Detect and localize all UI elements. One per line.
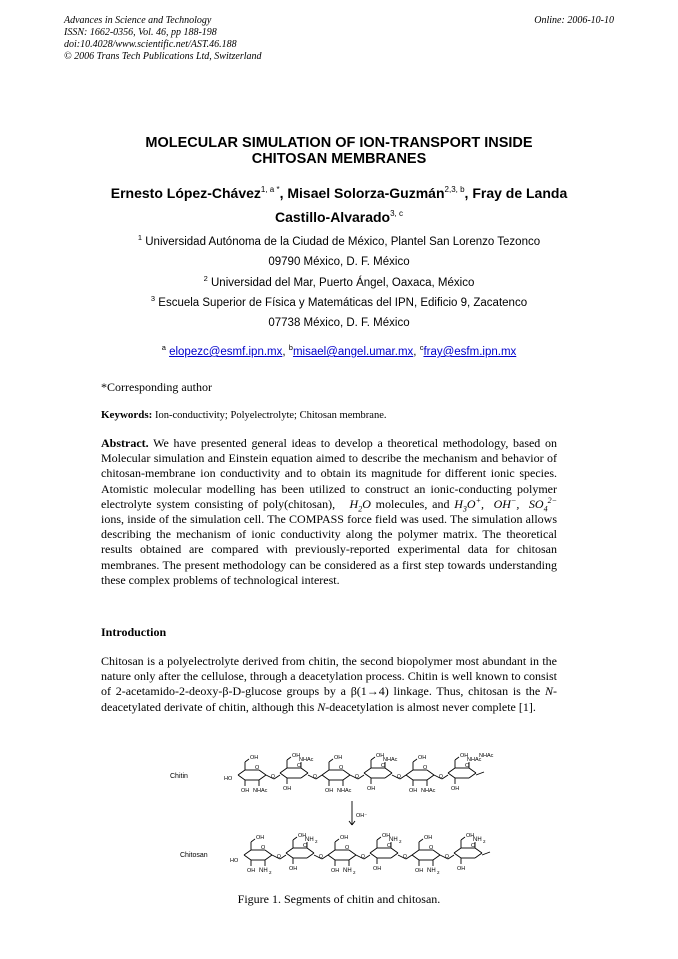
corresponding-author-note: *Corresponding author [101,380,212,394]
ring-bond [301,768,308,773]
arrow-head [349,821,352,825]
intro-n-2: N [317,699,326,714]
abstract-text-2: molecules, and [375,496,450,511]
figure-caption: Figure 1. Segments of chitin and chitosan. [237,892,441,906]
amine-subscript: 2 [315,839,318,844]
ring-bond [427,770,434,775]
hydroxyl-label: OH [292,753,301,759]
hydroxyl-label: OH [373,866,382,872]
chitosan-label: Chitosan [180,852,208,859]
copyright-line: © 2006 Trans Tech Publications Ltd, Switzerland [64,51,262,62]
glycosidic-oxygen: O [313,774,317,780]
author-2: Misael Solorza-Guzmán [287,185,445,201]
ring-bond [265,855,272,860]
acetamido-label: NHAc [337,788,352,794]
glycosidic-bond [316,775,322,779]
ring-bond [343,775,350,780]
ring-bond [406,775,413,780]
ch2oh-bond [245,759,249,762]
intro-text-2: -deacetylated derivate of chitin, although this [101,684,558,714]
affiliation-1-num: 1 [137,233,143,242]
ring-bond [328,850,335,855]
acetamido-label: NHAc [421,788,436,794]
title-line-2: CHITOSAN MEMBRANES [251,151,427,167]
intro-text-1: Chitosan is a polyelectrolyte derived from chitin, the second biopolymer most abundant in the nature only after the cellulose, through a deacetylation process. Chitin is well known to consist of 2-acetamido-2-deoxy-β-D-glucose groups by a β(1→4) linkage. Thus, chitosan is the [101,654,557,699]
email-link-c[interactable]: fray@esfm.ipn.mx [423,346,517,358]
terminal-ho: HO [224,776,233,782]
hydroxyl-label: OH [460,753,469,759]
ring-bond [322,770,329,775]
figure-1 [170,745,500,883]
ring-oxygen: O [255,765,260,771]
amine-label: NH [259,868,268,874]
hydroxyl-label: OH [451,786,460,792]
ring-bond [391,853,398,858]
glycosidic-bond [442,775,448,779]
online-date: Online: 2006-10-10 [534,15,614,26]
paper-title [0,135,678,167]
affiliation-3-num: 3 [150,293,156,303]
hydroxyl-label: OH [289,866,298,872]
amine-subscript: 2 [437,870,440,875]
email-list: $^a$ elopezc@esmf.ipn.mx, $^b$misael@angel.umar.mx, $^c$fray@esfm.ipn.mx [161,343,517,358]
ring-bond [322,775,329,780]
ring-bond [349,850,356,855]
ring-bond [469,773,476,778]
amine-subscript: 2 [269,870,272,875]
ring-bond [370,853,377,858]
ring-bond [343,770,350,775]
ring-bond [412,850,419,855]
affiliation-1-line-1: Universidad Autónoma de la Ciudad de México, Plantel San Lorenzo Tezonco [145,236,541,248]
affiliations [0,232,678,333]
amine-label: NH [389,837,398,843]
issn-line: ISSN: 1662-0356, Vol. 46, pp 188-198 [64,27,217,38]
hydroxyl-label: OH [331,868,340,874]
amine-label: NH [305,837,314,843]
hydroxyl-label: OH [376,753,385,759]
amine-label: NH [343,868,352,874]
intro-text-3: -deacetylation is almost never complete [1]. [325,699,536,714]
email-a-sup: a [161,343,166,352]
chitin-chitosan-structures [170,745,500,883]
glycosidic-bond [406,855,412,859]
chitin-label: Chitin [170,773,188,780]
ring-bond [391,848,398,853]
chain-end [476,772,484,775]
hydroxyl-label: OH [367,786,376,792]
ring-bond [385,773,392,778]
ring-bond [412,855,419,860]
glycosidic-oxygen: O [397,774,401,780]
glycosidic-bond [448,855,454,859]
amine-subscript: 2 [399,839,402,844]
email-b-sup: b [288,343,293,352]
affiliation-2-text: Universidad del Mar, Puerto Ángel, Oaxaca, México [211,276,475,289]
ring-bond [370,848,377,853]
ring-bond [244,850,251,855]
terminal-ho: HO [230,858,239,864]
journal-name: Advances in Science and Technology [64,15,212,26]
author-2-sup: 2,3, b [444,185,465,194]
ring-bond [406,770,413,775]
chain-end [482,852,490,855]
glycosidic-oxygen: O [355,774,359,780]
abstract-text-3: ions, inside of the simulation cell. The COMPASS force field was used. The simulation allows describing the mechanism of ionic conductivity along the polymer matrix. The theoretical results obtained are compared with previously-reported experimental data for chitosan membranes. The present methodology can be considered as a first step towards understanding these complex problems of technological interest. [101,512,557,587]
ring-bond [349,855,356,860]
ring-bond [238,775,245,780]
ch2oh-bond [455,757,459,760]
amine-subscript: 2 [483,839,486,844]
email-link-b[interactable]: misael@angel.umar.mx [292,346,414,358]
author-list: Ernesto López-Chávez$^{1, a *}$, Misael Solorza-Guzmán$^{2,3, b}$, Fray de Landa Castillo-Alvarado$^{3, c}$ [110,185,568,225]
affiliation-2 [0,273,678,293]
author-3: Fray de Landa Castillo-Alvarado [274,185,568,225]
ring-bond [433,850,440,855]
ring-oxygen: O [381,763,386,769]
email-c-sup: c [419,343,424,352]
hydroxyl-label: OH [424,835,433,841]
email-link-a[interactable]: elopezc@esmf.ipn.mx [169,346,283,358]
ring-bond [364,773,371,778]
glycosidic-bond [322,855,328,859]
ring-bond [259,770,266,775]
affiliation-1 [0,232,678,252]
affiliation-3-line-1: Escuela Superior de Física y Matemáticas del IPN, Edificio 9, Zacatenco [158,296,528,309]
author-3-sup: 3, c [390,209,404,218]
hydroxyl-label: OH [382,833,391,839]
hydroxyl-label: OH [457,866,466,872]
amine-subscript: 2 [353,870,356,875]
ch2oh-bond [419,839,423,842]
hydroxyl-label: OH [325,788,334,794]
ring-oxygen: O [339,765,344,771]
ring-bond [475,848,482,853]
amine-label: NH [427,868,436,874]
glycosidic-oxygen: O [271,774,275,780]
abstract-label: Abstract. [101,436,149,450]
glycosidic-oxygen: O [403,854,407,860]
ring-bond [286,853,293,858]
affiliation-3-line-2: 07738 México, D. F. México [268,317,410,330]
ion-formulas: $H_3O^+$, OH−, $SO_4^{2-}$ [454,495,558,514]
ring-oxygen: O [429,845,434,851]
glycosidic-bond [364,855,370,859]
ring-bond [448,773,455,778]
ring-bond [475,853,482,858]
affiliation-2-num: 2 [203,273,208,283]
doi-line: doi:10.4028/www.scientific.net/AST.46.188 [64,39,237,50]
acetamido-label: NHAc [479,753,494,759]
ring-bond [307,848,314,853]
keywords-label: Keywords: [101,409,153,421]
ring-bond [280,768,287,773]
ring-bond [469,768,476,773]
ch2oh-bond [413,759,417,762]
ring-bond [238,770,245,775]
acetamido-label: NHAc [253,788,268,794]
glycosidic-oxygen: O [445,854,449,860]
hydroxyl-label: OH [409,788,418,794]
ring-bond [448,768,455,773]
ch2oh-bond [329,759,333,762]
ch2oh-bond [293,837,297,840]
author-1-sup: 1, a * [260,185,280,194]
affiliation-3 [0,293,678,313]
glycosidic-oxygen: O [319,854,323,860]
glycosidic-oxygen: O [439,774,443,780]
ring-bond [301,773,308,778]
ring-bond [265,850,272,855]
ring-oxygen: O [345,845,350,851]
amine-label: NH [473,837,482,843]
hydroxyl-label: OH [256,835,265,841]
ch2oh-bond [251,839,255,842]
water-formula: $H_2O$ [339,496,371,514]
abstract [101,436,557,588]
ring-bond [385,768,392,773]
acetamido-label: NHAc [299,757,314,763]
ring-bond [244,855,251,860]
glycosidic-oxygen: O [361,854,365,860]
section-heading-introduction: Introduction [101,625,167,639]
ch2oh-bond [287,757,291,760]
ring-oxygen: O [261,845,266,851]
hydroxyl-label: OH [241,788,250,794]
ring-bond [280,773,287,778]
affiliation-1-line-2: 09790 México, D. F. México [268,256,410,269]
ring-bond [259,775,266,780]
hydroxyl-label: OH [340,835,349,841]
ring-oxygen: O [471,843,476,849]
ring-bond [286,848,293,853]
hydroxyl-label: OH [250,755,259,761]
ring-bond [364,768,371,773]
glycosidic-bond [358,775,364,779]
ring-oxygen: O [465,763,470,769]
abstract-text-1: We have presented general ideas to develop a theoretical methodology, based on Molecular simulation and Einstein equation aimed to describe the mechanism and behavior of chitosan-membrane ion conductivity and to obtain its magnitude for different ionic species. Atomistic molecular modelling has been utilized to construct an ionic-conducting polymer electrolyte system consisting of poly(chitosan), [101,436,557,511]
hydroxyl-label: OH [415,868,424,874]
ring-bond [433,855,440,860]
ch2oh-bond [371,757,375,760]
hydroxyl-label: OH [247,868,256,874]
hydroxyl-label: OH [283,786,292,792]
introduction-paragraph [101,654,557,715]
ch2oh-bond [377,837,381,840]
ring-bond [427,775,434,780]
ring-bond [328,855,335,860]
ring-oxygen: O [387,843,392,849]
title-line-1: MOLECULAR SIMULATION OF ION-TRANSPORT INSIDE [145,135,533,151]
ring-oxygen: O [423,765,428,771]
ring-oxygen: O [303,843,308,849]
glycosidic-bond [400,775,406,779]
arrow-head [352,821,355,825]
ch2oh-bond [461,837,465,840]
hydroxyl-label: OH [466,833,475,839]
ring-bond [454,853,461,858]
ring-bond [307,853,314,858]
ring-bond [454,848,461,853]
keywords-text: Ion-conductivity; Polyelectrolyte; Chitosan membrane. [154,410,387,421]
keywords [101,409,386,421]
acetamido-label: NHAc [383,757,398,763]
intro-n-1: N [545,684,554,699]
ch2oh-bond [335,839,339,842]
ring-oxygen: O [297,763,302,769]
hydroxyl-label: OH [418,755,427,761]
glycosidic-bond [280,855,286,859]
reagent-label: OH⁻ [356,813,368,819]
glycosidic-bond [274,775,280,779]
author-1: Ernesto López-Chávez [110,185,261,201]
hydroxyl-label: OH [298,833,307,839]
hydroxyl-label: OH [334,755,343,761]
acetamido-label: NHAc [467,757,482,763]
glycosidic-oxygen: O [277,854,281,860]
running-header [64,15,614,63]
